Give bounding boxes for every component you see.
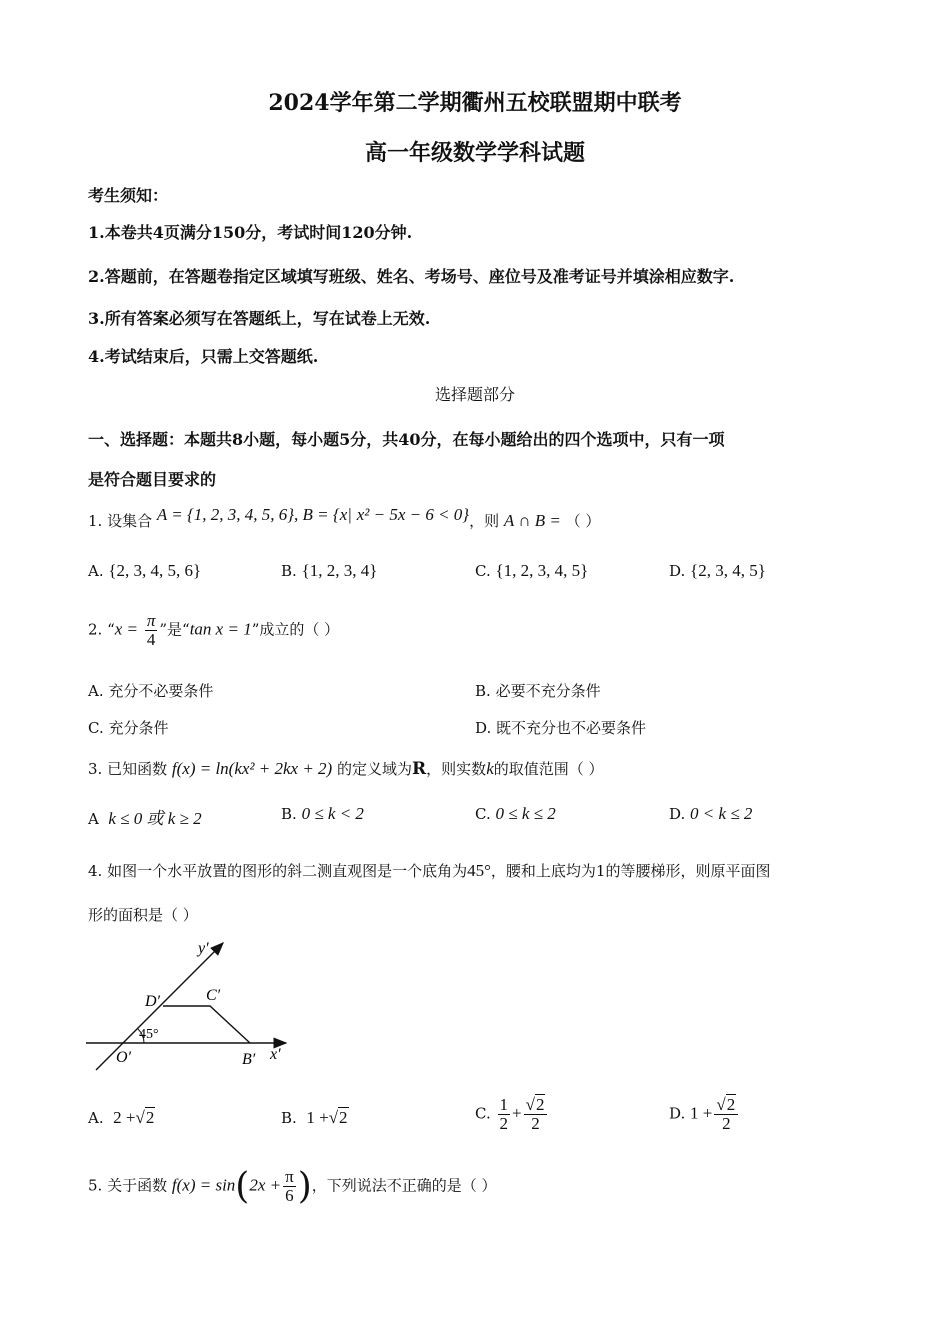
- option-a: A. {2, 3, 4, 5, 6}: [88, 561, 202, 580]
- trapezoid-edges: [163, 1006, 250, 1043]
- q2-number: 2.: [88, 620, 103, 639]
- question-1: [88, 505, 601, 531]
- q2-fraction: $\frac{\pi}{4}$: [146, 611, 156, 649]
- q5-function: f(x) = sin: [171, 1175, 236, 1195]
- option-c: C. 0 ≤ k ≤ 2: [475, 804, 556, 823]
- option-d: D. 0 < k ≤ 2: [669, 804, 753, 823]
- q4-angle: 45°: [467, 861, 491, 880]
- option-b: B. 0 ≤ k < 2: [281, 804, 364, 823]
- question-4-cont: 形的面积是（ ）: [88, 906, 198, 924]
- option-c: C. $\frac{1}{2}$ + $\frac{√2}{2}$: [475, 1096, 549, 1133]
- q5-number: 5.: [88, 1176, 103, 1195]
- point-c-label: C′: [206, 987, 221, 1004]
- q1-set-b-cond: x² − 5x − 6 < 0}: [356, 505, 470, 524]
- option-a: A k ≤ 0 或 k ≥ 2: [88, 809, 202, 828]
- option-d: D. {2, 3, 4, 5}: [669, 561, 766, 580]
- oblique-projection-figure: [84, 935, 294, 1075]
- q1-expr: A ∩ B =: [503, 511, 561, 530]
- q3-domain: R: [412, 759, 427, 779]
- q1-set-b-head: , B = {x|: [294, 505, 352, 524]
- option-d: D. 既不充分也不必要条件: [475, 719, 647, 737]
- option-c: C. 充分条件: [88, 719, 169, 737]
- question-4: 4. 如图一个水平放置的图形的斜二测直观图是一个底角为45°，腰和上底均为1的等腰梯形，则原平面图: [88, 861, 771, 880]
- point-d-label: D′: [145, 993, 161, 1010]
- y-axis-label: y′: [198, 940, 209, 957]
- option-a: A. 充分不必要条件: [88, 682, 214, 700]
- x-axis-label: x′: [270, 1046, 281, 1063]
- question-3: 3. 已知函数 f(x) = ln(kx² + 2kx + 2) 的定义域为R，则实数k的取值范围（ ）: [88, 759, 604, 779]
- notice-item: 4.考试结束后，只需上交答题纸.: [88, 347, 319, 366]
- origin-label: O′: [116, 1049, 132, 1066]
- q1-prefix: 设集合: [107, 512, 153, 530]
- notice-item: 2.答题前，在答题卷指定区域填写班级、姓名、考场号、座位号及准考证号并填涂相应数字.: [88, 267, 735, 286]
- q2-condition: tan x = 1: [189, 619, 252, 639]
- option-c: C. {1, 2, 3, 4, 5}: [475, 561, 589, 580]
- q1-set-a: A = {1, 2, 3, 4, 5, 6}: [156, 505, 295, 524]
- q1-number: 1.: [88, 512, 103, 530]
- q3-function: f(x) = ln(kx² + 2kx + 2): [171, 759, 333, 778]
- q3-number: 3.: [88, 760, 103, 778]
- option-b: B. 1 +√2: [281, 1108, 348, 1127]
- exam-title: 2024学年第二学期衢州五校联盟期中联考: [268, 90, 682, 116]
- exam-subtitle: 高一年级数学学科试题: [364, 140, 585, 166]
- section-instructions: 一、选择题：本题共8小题，每小题5分，共40分，在每小题给出的四个选项中，只有一项: [88, 430, 725, 449]
- option-a: A. 2 +√2: [88, 1108, 155, 1127]
- section-instructions-cont: 是符合题目要求的: [88, 470, 217, 489]
- q1-mid: ，则: [469, 512, 500, 530]
- option-b: B. {1, 2, 3, 4}: [281, 561, 378, 580]
- q1-paren: （ ）: [565, 512, 601, 530]
- question-5: 5. 关于函数 f(x) = sin(2x + $\frac{\pi}{6}$ )，下列说法不正确的是（ ）: [88, 1166, 497, 1207]
- angle-label: 45°: [139, 1027, 159, 1042]
- notice-item: 3.所有答案必须写在答题纸上，写在试卷上无效.: [88, 309, 431, 328]
- question-2: 2. “x = $\frac{\pi}{4}$ ”是“tan x = 1”成立的（ ）: [88, 611, 340, 649]
- part-label: 选择题部分: [434, 385, 515, 404]
- notice-item: 1.本卷共4页满分150分，考试时间120分钟.: [88, 223, 413, 242]
- q2-lhs: x =: [114, 619, 139, 639]
- option-b: B. 必要不充分条件: [475, 682, 601, 700]
- option-d: D. 1 + $\frac{√2}{2}$: [669, 1096, 740, 1133]
- q4-number: 4.: [88, 862, 103, 880]
- notice-heading: 考生须知：: [88, 186, 169, 205]
- point-b-label: B′: [242, 1051, 256, 1068]
